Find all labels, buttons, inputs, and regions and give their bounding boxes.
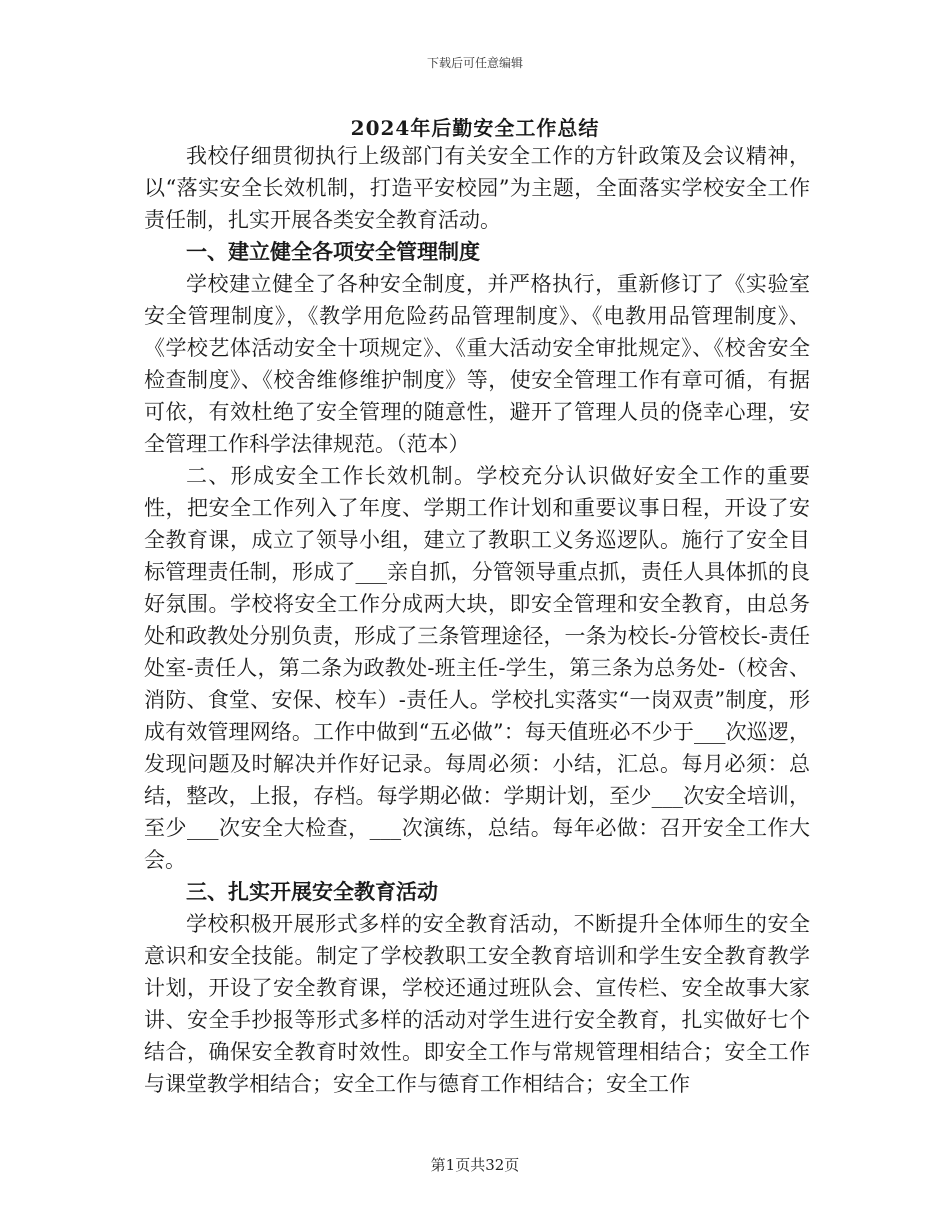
section-2-paragraph: 二、形成安全工作长效机制。学校充分认识做好安全工作的重要性，把安全工作列入了年度、学期工作计划和重要议事日程，开设了安全教育课，成立了领导小组，建立了教职工义务巡逻队。施行了安全目标管理责任制，形成了___亲自抓，分管领导重点抓，责任人具体抓的良好氛围。学校将安全工作分成两大块，即安全管理和安全教育，由总务处和政教处分别负责，形成了三条管理途径，一条为校长-分管校长-责任处室-责任人，第二条为政教处-班主任-学生，第三条为总务处-（校舍、消防、食堂、安保、校车）-责任人。学校扎实落实“一岗双责”制度，形成有效管理网络。工作中做到“五必做”：每天值班必不少于___次巡逻，发现问题及时解决并作好记录。每周必须：小结，汇总。每月必须：总结，整改，上报，存档。每学期必做：学期计划，至少___次安全培训，至少___次安全大检查，___次演练，总结。每年必做：召开安全工作大会。 (144, 464, 810, 872)
section-1-paragraph: 学校建立健全了各种安全制度，并严格执行，重新修订了《实验室安全管理制度》，《教学用危险药品管理制度》、《电教用品管理制度》、《学校艺体活动安全十项规定》、《重大活动安全审批规定》、《校舍安全检查制度》、《校舍维修维护制度》等，使安全管理工作有章可循，有据可依，有效杜绝了安全管理的随意性，避开了管理人员的侥幸心理，安全管理工作科学法律规范。（范本） (144, 272, 810, 456)
page-number: 第1页共32页 (430, 1156, 520, 1174)
intro-paragraph: 我校仔细贯彻执行上级部门有关安全工作的方针政策及会议精神，以“落实安全长效机制，打造平安校园”为主题，全面落实学校安全工作责任制，扎实开展各类安全教育活动。 (144, 144, 810, 232)
document-body (144, 140, 810, 1100)
section-3-heading: 三、扎实开展安全教育活动 (186, 879, 438, 904)
section-3-paragraph: 学校积极开展形式多样的安全教育活动，不断提升全体师生的安全意识和安全技能。制定了学校教职工安全教育培训和学生安全教育教学计划，开设了安全教育课，学校还通过班队会、宣传栏、安全故事大家讲、安全手抄报等形式多样的活动对学生进行安全教育，扎实做好七个结合，确保安全教育时效性。即安全工作与常规管理相结合；安全工作与课堂教学相结合；安全工作与德育工作相结合；安全工作 (144, 912, 810, 1096)
document-title: 2024年后勤安全工作总结 (350, 116, 600, 140)
page-header-note: 下载后可任意编辑 (426, 56, 523, 70)
section-1-heading: 一、建立健全各项安全管理制度 (186, 239, 480, 264)
